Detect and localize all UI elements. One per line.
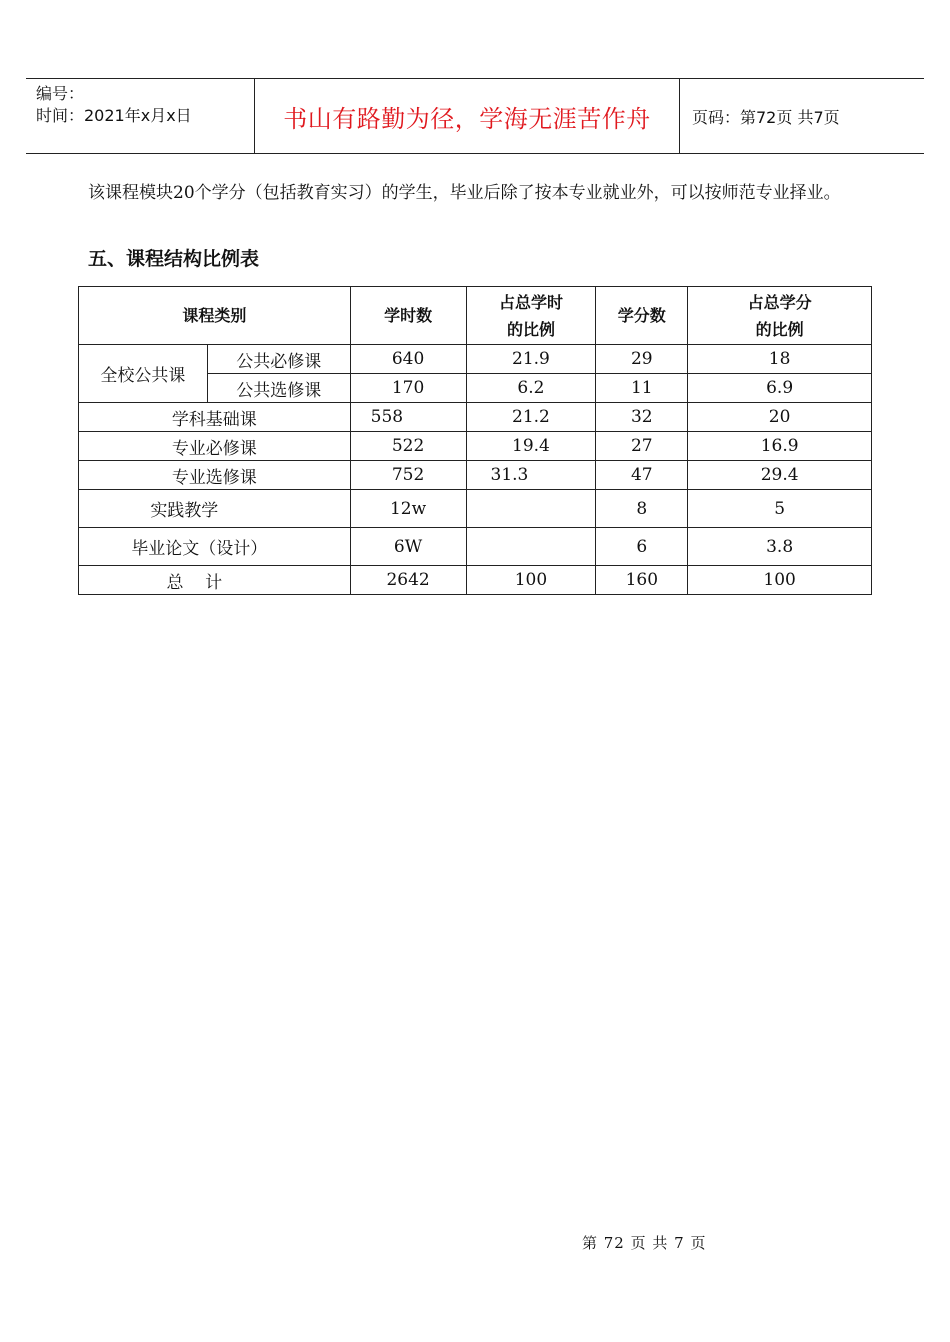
- header-page-cell: [680, 79, 924, 153]
- row-credits-ratio: 5: [688, 490, 872, 528]
- row-hours-ratio: 19.4: [466, 432, 596, 461]
- header-credits: 学分数: [596, 287, 688, 345]
- table-header-row: [79, 287, 872, 345]
- header-meta: [26, 79, 254, 153]
- row-name: 总 计: [79, 566, 351, 595]
- row-hours: 170: [350, 374, 466, 403]
- page-header: [26, 78, 924, 154]
- row-hours: 6W: [350, 528, 466, 566]
- table-row: [79, 461, 872, 490]
- header-page-label: 页码：第72页 共7页: [692, 107, 840, 127]
- row-credits: 11: [596, 374, 688, 403]
- header-hours-ratio-line1: 占总学时: [498, 292, 563, 312]
- row-hours: 522: [350, 432, 466, 461]
- table-row: [79, 490, 872, 528]
- row-credits-ratio: 16.9: [688, 432, 872, 461]
- section-title: 五、课程结构比例表: [88, 248, 260, 270]
- header-hours: 学时数: [350, 287, 466, 345]
- row-credits: 47: [596, 461, 688, 490]
- body-paragraph: 该课程模块20个学分（包括教育实习）的学生，毕业后除了按本专业就业外，可以按师范专业择业。: [88, 183, 841, 203]
- header-motto-cell: [254, 79, 680, 153]
- row-hours: 12w: [350, 490, 466, 528]
- row-hours-ratio: 21.9: [466, 345, 596, 374]
- row-name: 实践教学: [79, 490, 351, 528]
- row-credits: 32: [596, 403, 688, 432]
- row-credits-ratio: 3.8: [688, 528, 872, 566]
- row-credits-ratio: 29.4: [688, 461, 872, 490]
- table-row: [79, 345, 872, 374]
- table-row: [79, 528, 872, 566]
- row-credits-ratio: 100: [688, 566, 872, 595]
- table-row: [79, 403, 872, 432]
- row-hours-ratio: 31.3: [466, 461, 596, 490]
- row-credits: 29: [596, 345, 688, 374]
- header-hours-ratio: [466, 287, 596, 345]
- row-credits: 27: [596, 432, 688, 461]
- row-credits-ratio: 6.9: [688, 374, 872, 403]
- course-structure-table: [78, 286, 872, 595]
- row-name: 专业选修课: [79, 461, 351, 490]
- header-credits-ratio: [688, 287, 872, 345]
- header-credits-ratio-line1: 占总学分: [747, 292, 812, 312]
- table-total-row: [79, 566, 872, 595]
- row-hours: 558: [350, 403, 466, 432]
- row-credits-ratio: 18: [688, 345, 872, 374]
- row-hours-ratio: [466, 528, 596, 566]
- row-hours: 640: [350, 345, 466, 374]
- header-motto: 书山有路勤为径，学海无涯苦作舟: [283, 104, 651, 133]
- row-credits: 6: [596, 528, 688, 566]
- row-name: 学科基础课: [79, 403, 351, 432]
- header-category: 课程类别: [79, 287, 351, 345]
- row-credits: 160: [596, 566, 688, 595]
- row-hours-ratio: 100: [466, 566, 596, 595]
- group-label-public: 全校公共课: [79, 345, 208, 403]
- row-name: 公共必修课: [207, 345, 350, 374]
- row-name: 专业必修课: [79, 432, 351, 461]
- table-row: [79, 432, 872, 461]
- document-number-label: 编号：: [36, 84, 85, 103]
- row-credits-ratio: 20: [688, 403, 872, 432]
- row-credits: 8: [596, 490, 688, 528]
- header-hours-ratio-line2: 的比例: [506, 319, 555, 339]
- row-hours: 2642: [350, 566, 466, 595]
- row-hours-ratio: 21.2: [466, 403, 596, 432]
- row-hours-ratio: [466, 490, 596, 528]
- page-footer: 第 72 页 共 7 页: [582, 1234, 707, 1252]
- row-hours-ratio: 6.2: [466, 374, 596, 403]
- row-hours: 752: [350, 461, 466, 490]
- row-name: 毕业论文（设计）: [79, 528, 351, 566]
- document-time-label: 时间：2021年x月x日: [36, 106, 192, 125]
- row-name: 公共选修课: [207, 374, 350, 403]
- header-credits-ratio-line2: 的比例: [755, 319, 804, 339]
